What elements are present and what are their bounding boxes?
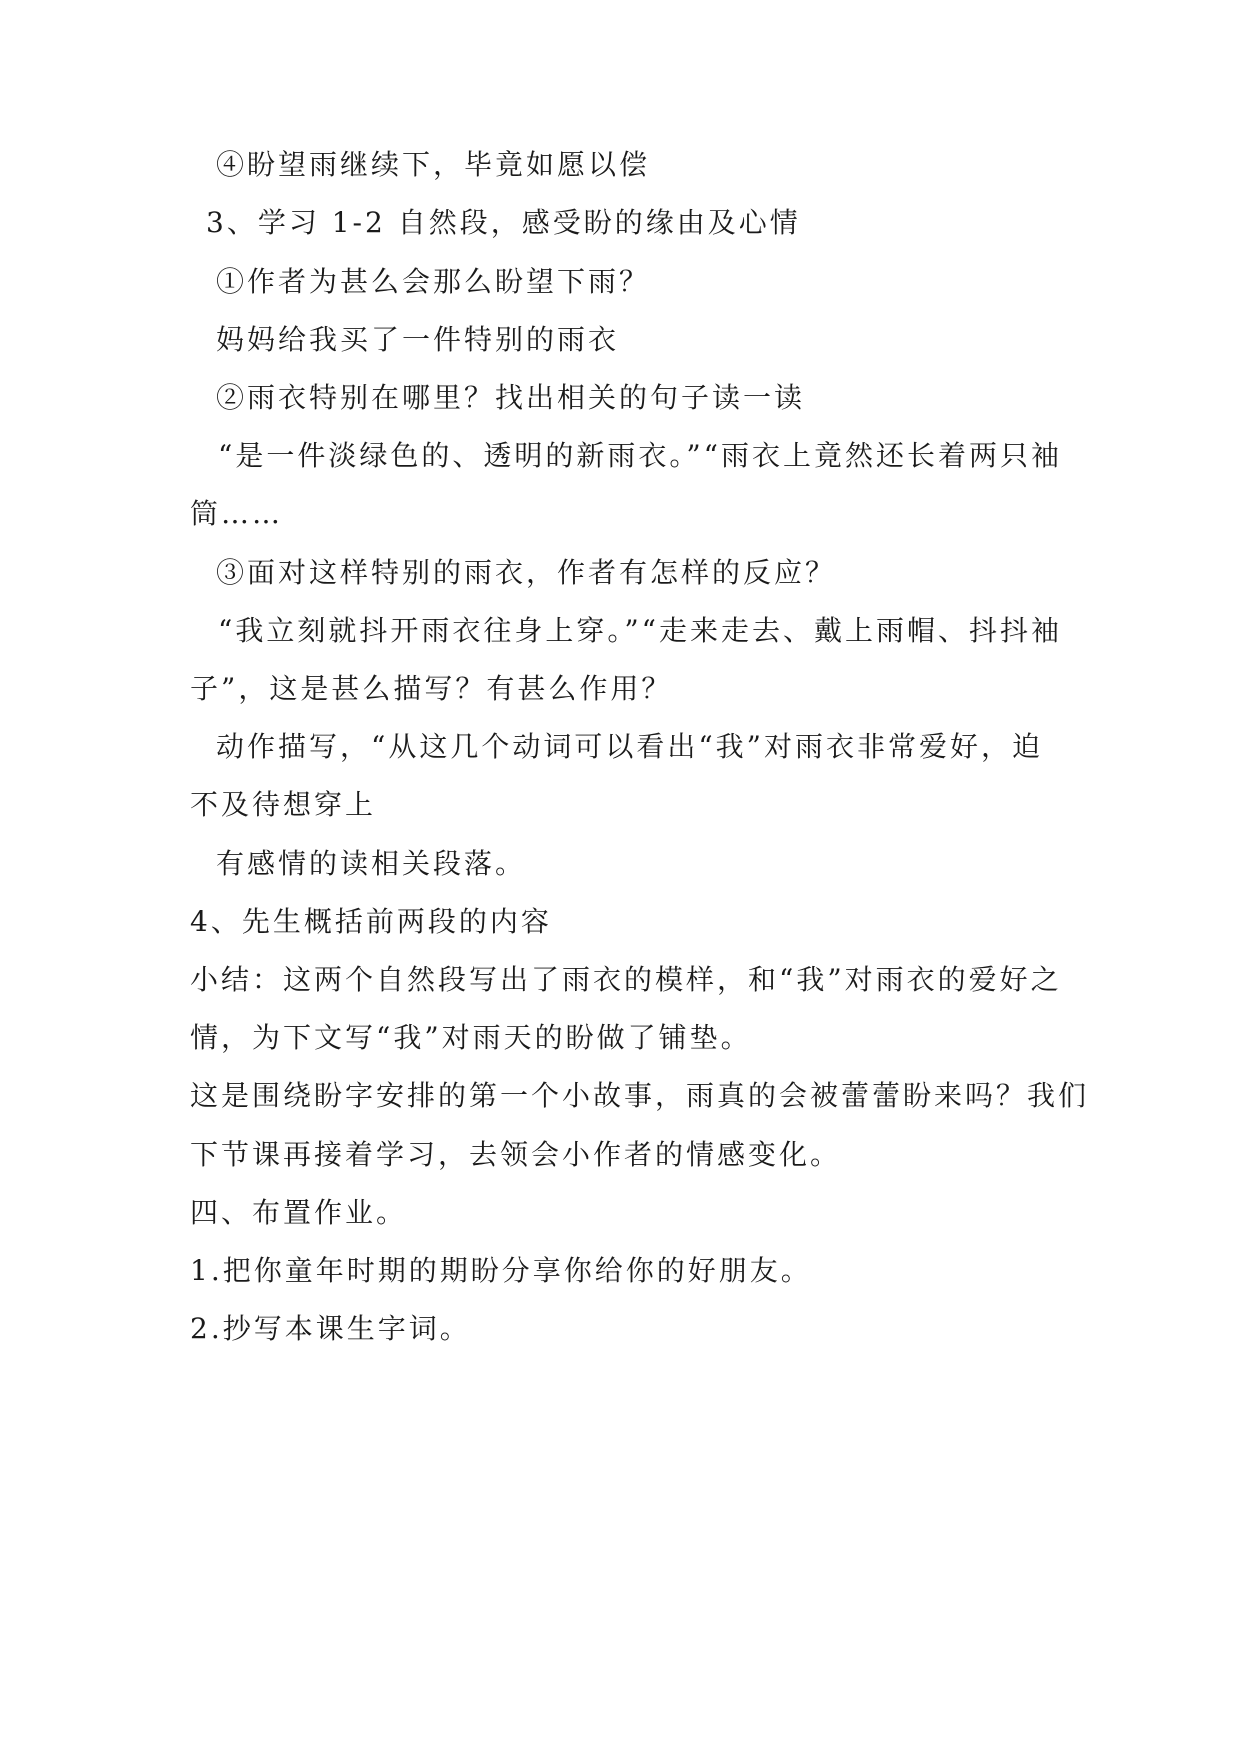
text-line: 有感情的读相关段落。 (216, 847, 527, 880)
text-line: 四、布置作业。 (190, 1196, 408, 1229)
text-line: ③面对这样特别的雨衣，作者有怎样的反应？ (216, 556, 837, 589)
text-line: ②雨衣特别在哪里？找出相关的句子读一读 (216, 381, 806, 414)
text-line: 情，为下文写“我”对雨天的盼做了铺垫。 (190, 1021, 752, 1054)
text-line: ①作者为甚么会那么盼望下雨？ (216, 265, 651, 298)
text-line: 4、先生概括前两段的内容 (190, 905, 552, 938)
text-line: 3、学习 1-2 自然段，感受盼的缘由及心情 (206, 206, 801, 239)
text-line: 妈妈给我买了一件特别的雨衣 (216, 323, 620, 356)
text-line: 1.把你童年时期的期盼分享你给你的好朋友。 (190, 1254, 812, 1287)
text-line: ④盼望雨继续下，毕竟如愿以偿 (216, 148, 651, 181)
text-line: “我立刻就抖开雨衣往身上穿。”“走来走去、戴上雨帽、抖抖袖 (218, 614, 1062, 647)
text-line: 子”，这是甚么描写？有甚么作用？ (190, 672, 673, 705)
text-line: 小结：这两个自然段写出了雨衣的模样，和“我”对雨衣的爱好之 (190, 963, 1062, 996)
text-line: “是一件淡绿色的、透明的新雨衣。”“雨衣上竟然还长着两只袖 (218, 439, 1062, 472)
text-line: 动作描写，“从这几个动词可以看出“我”对雨衣非常爱好，迫 (216, 730, 1043, 763)
text-line: 筒…… (190, 497, 284, 530)
text-line: 不及待想穿上 (190, 788, 377, 821)
text-line: 下节课再接着学习，去领会小作者的情感变化。 (190, 1138, 842, 1171)
text-line: 2.抄写本课生字词。 (190, 1312, 471, 1345)
text-line: 这是围绕盼字安排的第一个小故事，雨真的会被蕾蕾盼来吗？我们 (190, 1079, 1090, 1112)
